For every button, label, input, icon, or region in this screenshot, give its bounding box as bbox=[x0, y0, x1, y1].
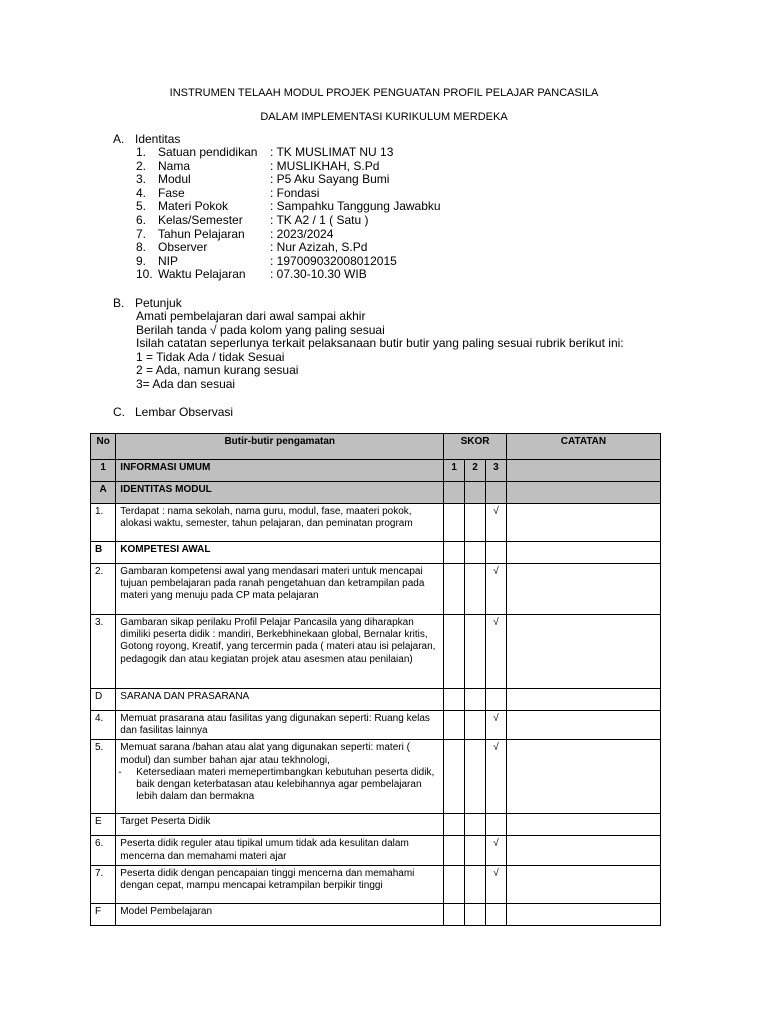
identitas-number: 8. bbox=[136, 240, 147, 255]
section-c-heading bbox=[113, 405, 233, 419]
cell-no: 3. bbox=[91, 615, 116, 689]
identitas-label: Fase bbox=[158, 185, 185, 200]
score-cell bbox=[444, 711, 465, 740]
section-b-label: Petunjuk bbox=[135, 296, 182, 310]
table-row-identitas-modul bbox=[91, 482, 661, 504]
identitas-label: Tahun Pelajaran bbox=[158, 226, 245, 241]
cell-catatan bbox=[506, 903, 660, 925]
cell-no: 4. bbox=[91, 711, 116, 740]
identitas-row bbox=[136, 241, 441, 255]
header-catatan: CATATAN bbox=[506, 434, 660, 460]
score-cell bbox=[444, 836, 465, 865]
cell-no: D bbox=[91, 689, 116, 711]
identitas-value: : TK MUSLIMAT NU 13 bbox=[270, 145, 394, 159]
score-cell bbox=[444, 740, 465, 814]
identitas-value: : 07.30-10.30 WIB bbox=[270, 267, 367, 282]
cell-no: 5. bbox=[91, 740, 116, 814]
bullet-dash: - bbox=[118, 766, 122, 778]
score-cell bbox=[444, 564, 465, 615]
table-row bbox=[91, 564, 661, 615]
cell-no: F bbox=[91, 903, 116, 925]
identitas-number: 1. bbox=[136, 145, 147, 159]
check-mark: √ bbox=[485, 504, 506, 542]
score-cell bbox=[465, 865, 486, 903]
table-header-row bbox=[91, 434, 661, 460]
cell-no: B bbox=[91, 542, 116, 564]
identitas-list bbox=[136, 146, 441, 282]
table-row bbox=[91, 615, 661, 689]
table-row bbox=[91, 504, 661, 542]
score-cell bbox=[465, 542, 486, 564]
cell-catatan bbox=[506, 865, 660, 903]
identitas-label: NIP bbox=[158, 253, 179, 268]
identitas-label: Modul bbox=[158, 172, 191, 187]
identitas-row bbox=[136, 268, 441, 282]
cell-no: 1. bbox=[91, 504, 116, 542]
cell-catatan bbox=[506, 564, 660, 615]
header-skor: SKOR bbox=[444, 434, 507, 460]
check-mark: √ bbox=[485, 615, 506, 689]
cell-label: SARANA DAN PRASARANA bbox=[116, 689, 444, 711]
cell-no: E bbox=[91, 814, 116, 836]
identitas-value: : Fondasi bbox=[270, 185, 320, 200]
identitas-value: : TK A2 / 1 ( Satu ) bbox=[270, 212, 369, 227]
cell-label: IDENTITAS MODUL bbox=[116, 482, 444, 504]
cell-text: Memuat prasarana atau fasilitas yang digunakan seperti: Ruang kelas dan fasilitas lainnya bbox=[116, 711, 444, 740]
identitas-number: 9. bbox=[136, 253, 147, 268]
score-cell bbox=[444, 542, 465, 564]
identitas-label: Materi Pokok bbox=[158, 199, 229, 214]
identitas-label: Observer bbox=[158, 240, 208, 255]
cell-text: Peserta didik reguler atau tipikal umum tidak ada kesulitan dalam mencerna dan memahami materi ajar bbox=[116, 836, 444, 865]
score-cell bbox=[485, 482, 506, 504]
cell-no: 7. bbox=[91, 865, 116, 903]
document-title-line2: DALAM IMPLEMENTASI KURIKULUM MERDEKA bbox=[260, 111, 508, 123]
identitas-row bbox=[136, 160, 441, 174]
identitas-number: 2. bbox=[136, 158, 147, 173]
identitas-label: Satuan pendidikan bbox=[158, 145, 258, 159]
score-cell bbox=[465, 711, 486, 740]
petunjuk-line: Amati pembelajaran dari awal sampai akhir bbox=[136, 309, 366, 323]
cell-label: INFORMASI UMUM bbox=[116, 460, 444, 482]
score-cell bbox=[444, 814, 465, 836]
score-cell bbox=[465, 814, 486, 836]
section-c-label: Lembar Observasi bbox=[135, 405, 234, 419]
check-mark: √ bbox=[485, 836, 506, 865]
score-cell bbox=[444, 615, 465, 689]
score-cell bbox=[444, 482, 465, 504]
score-cell bbox=[465, 836, 486, 865]
score-cell bbox=[485, 689, 506, 711]
identitas-number: 7. bbox=[136, 226, 147, 241]
cell-catatan bbox=[506, 482, 660, 504]
identitas-number: 3. bbox=[136, 172, 147, 187]
identitas-row bbox=[136, 255, 441, 269]
score-cell bbox=[465, 564, 486, 615]
identitas-value: : Sampahku Tanggung Jawabku bbox=[270, 199, 441, 214]
cell-text: Gambaran kompetensi awal yang mendasari materi untuk mencapai tujuan pembelajaran pada ranah pengetahuan dan ketrampilan pada materi yang menuju pada CP mata pelajaran bbox=[116, 564, 444, 615]
identitas-label: Nama bbox=[158, 158, 191, 173]
cell-no: 1 bbox=[91, 460, 116, 482]
score-cell bbox=[465, 740, 486, 814]
cell-catatan bbox=[506, 542, 660, 564]
table-row bbox=[91, 740, 661, 814]
identitas-label: Waktu Pelajaran bbox=[158, 267, 246, 282]
petunjuk-line: Isilah catatan seperlunya terkait pelaksanaan butir butir yang paling sesuai rubrik berikut ini: bbox=[136, 336, 624, 351]
cell-catatan bbox=[506, 689, 660, 711]
subitem-text: Ketersediaan materi memepertimbangkan kebutuhan peserta didik, baik dengan keterbatasan atau kelebihannya agar pembelajaran lebih dalam dan bermakna bbox=[136, 766, 435, 803]
check-mark: √ bbox=[485, 564, 506, 615]
section-b-letter: B. bbox=[113, 296, 125, 310]
score-cell bbox=[465, 504, 486, 542]
score-header-3: 3 bbox=[485, 460, 506, 482]
cell-catatan bbox=[506, 836, 660, 865]
identitas-value: : MUSLIKHAH, S.Pd bbox=[270, 158, 380, 173]
table-row bbox=[91, 836, 661, 865]
petunjuk-line: 2 = Ada, namun kurang sesuai bbox=[136, 363, 299, 378]
check-mark: √ bbox=[485, 740, 506, 814]
identitas-row bbox=[136, 214, 441, 228]
identitas-label: Kelas/Semester bbox=[158, 212, 243, 227]
identitas-number: 5. bbox=[136, 199, 147, 214]
header-butir: Butir-butir pengamatan bbox=[116, 434, 444, 460]
cell-catatan bbox=[506, 711, 660, 740]
identitas-row bbox=[136, 146, 441, 160]
identitas-row bbox=[136, 200, 441, 214]
cell-text: Terdapat : nama sekolah, nama guru, modul, fase, maateri pokok, alokasi waktu, semester, tahun pelajaran, dan peminatan program bbox=[116, 504, 444, 542]
petunjuk-line: Berilah tanda √ pada kolom yang paling sesuai bbox=[136, 322, 385, 337]
score-header-1: 1 bbox=[444, 460, 465, 482]
identitas-value: : 2023/2024 bbox=[270, 226, 334, 241]
header-no: No bbox=[91, 434, 116, 460]
table-row bbox=[91, 711, 661, 740]
score-cell bbox=[465, 903, 486, 925]
check-mark: √ bbox=[485, 711, 506, 740]
score-cell bbox=[465, 482, 486, 504]
identitas-row bbox=[136, 228, 441, 242]
identitas-number: 10. bbox=[136, 267, 153, 282]
cell-catatan bbox=[506, 504, 660, 542]
identitas-number: 4. bbox=[136, 185, 147, 200]
cell-label: Model Pembelajaran bbox=[116, 903, 444, 925]
identitas-row bbox=[136, 173, 441, 187]
cell-catatan bbox=[506, 615, 660, 689]
score-cell bbox=[444, 903, 465, 925]
observation-table bbox=[90, 433, 661, 926]
cell-no: A bbox=[91, 482, 116, 504]
cell-text-main: Memuat sarana /bahan atau alat yang digunakan seperti: materi ( modul) dan sumber bahan ajar atau tekhnologi, bbox=[120, 742, 410, 766]
table-row-section-b bbox=[91, 542, 661, 564]
score-header-2: 2 bbox=[465, 460, 486, 482]
cell-catatan bbox=[506, 460, 660, 482]
score-cell bbox=[465, 615, 486, 689]
table-row-section-e bbox=[91, 814, 661, 836]
section-a-label: Identitas bbox=[135, 132, 181, 146]
cell-label: Target Peserta Didik bbox=[116, 814, 444, 836]
table-row bbox=[91, 865, 661, 903]
cell-text: Peserta didik dengan pencapaian tinggi mencerna dan memahami dengan cepat, mampu mencapai ketrampilan berpikir tinggi bbox=[116, 865, 444, 903]
cell-catatan bbox=[506, 814, 660, 836]
table-row-section-f bbox=[91, 903, 661, 925]
score-cell bbox=[485, 903, 506, 925]
identitas-value: : Nur Azizah, S.Pd bbox=[270, 240, 368, 255]
score-cell bbox=[444, 865, 465, 903]
score-cell bbox=[444, 504, 465, 542]
section-a-letter: A. bbox=[113, 132, 125, 146]
table-row-section-d bbox=[91, 689, 661, 711]
document-title-line1: INSTRUMEN TELAAH MODUL PROJEK PENGUATAN PROFIL PELAJAR PANCASILA bbox=[169, 87, 599, 99]
check-mark: √ bbox=[485, 865, 506, 903]
petunjuk-list bbox=[136, 310, 624, 392]
score-cell bbox=[465, 689, 486, 711]
petunjuk-line: 3= Ada dan sesuai bbox=[136, 376, 236, 391]
cell-no: 6. bbox=[91, 836, 116, 865]
cell-catatan bbox=[506, 740, 660, 814]
identitas-value: : P5 Aku Sayang Bumi bbox=[270, 172, 390, 187]
score-cell bbox=[444, 689, 465, 711]
score-cell bbox=[485, 542, 506, 564]
section-c-letter: C. bbox=[113, 405, 125, 419]
identitas-value: : 197009032008012015 bbox=[270, 253, 397, 268]
cell-text bbox=[116, 740, 444, 814]
table-row-informasi-umum bbox=[91, 460, 661, 482]
cell-label: KOMPETESI AWAL bbox=[116, 542, 444, 564]
cell-no: 2. bbox=[91, 564, 116, 615]
section-b-heading bbox=[113, 296, 182, 310]
cell-text-subitem bbox=[120, 767, 439, 804]
identitas-row bbox=[136, 187, 441, 201]
cell-text: Gambaran sikap perilaku Profil Pelajar Pancasila yang diharapkan dimiliki peserta didik : mandiri, Berkebhinekaan global, Bernalar kritis, Gotong royong, Kreatif, yang tercermin pada ( materi atau isi pelajaran, pedagogik dan atau kegiatan projek atau asesmen atau penilaian) bbox=[116, 615, 444, 689]
score-cell bbox=[485, 814, 506, 836]
petunjuk-line: 1 = Tidak Ada / tidak Sesuai bbox=[136, 349, 285, 364]
identitas-number: 6. bbox=[136, 212, 147, 227]
section-a-heading bbox=[113, 132, 180, 146]
